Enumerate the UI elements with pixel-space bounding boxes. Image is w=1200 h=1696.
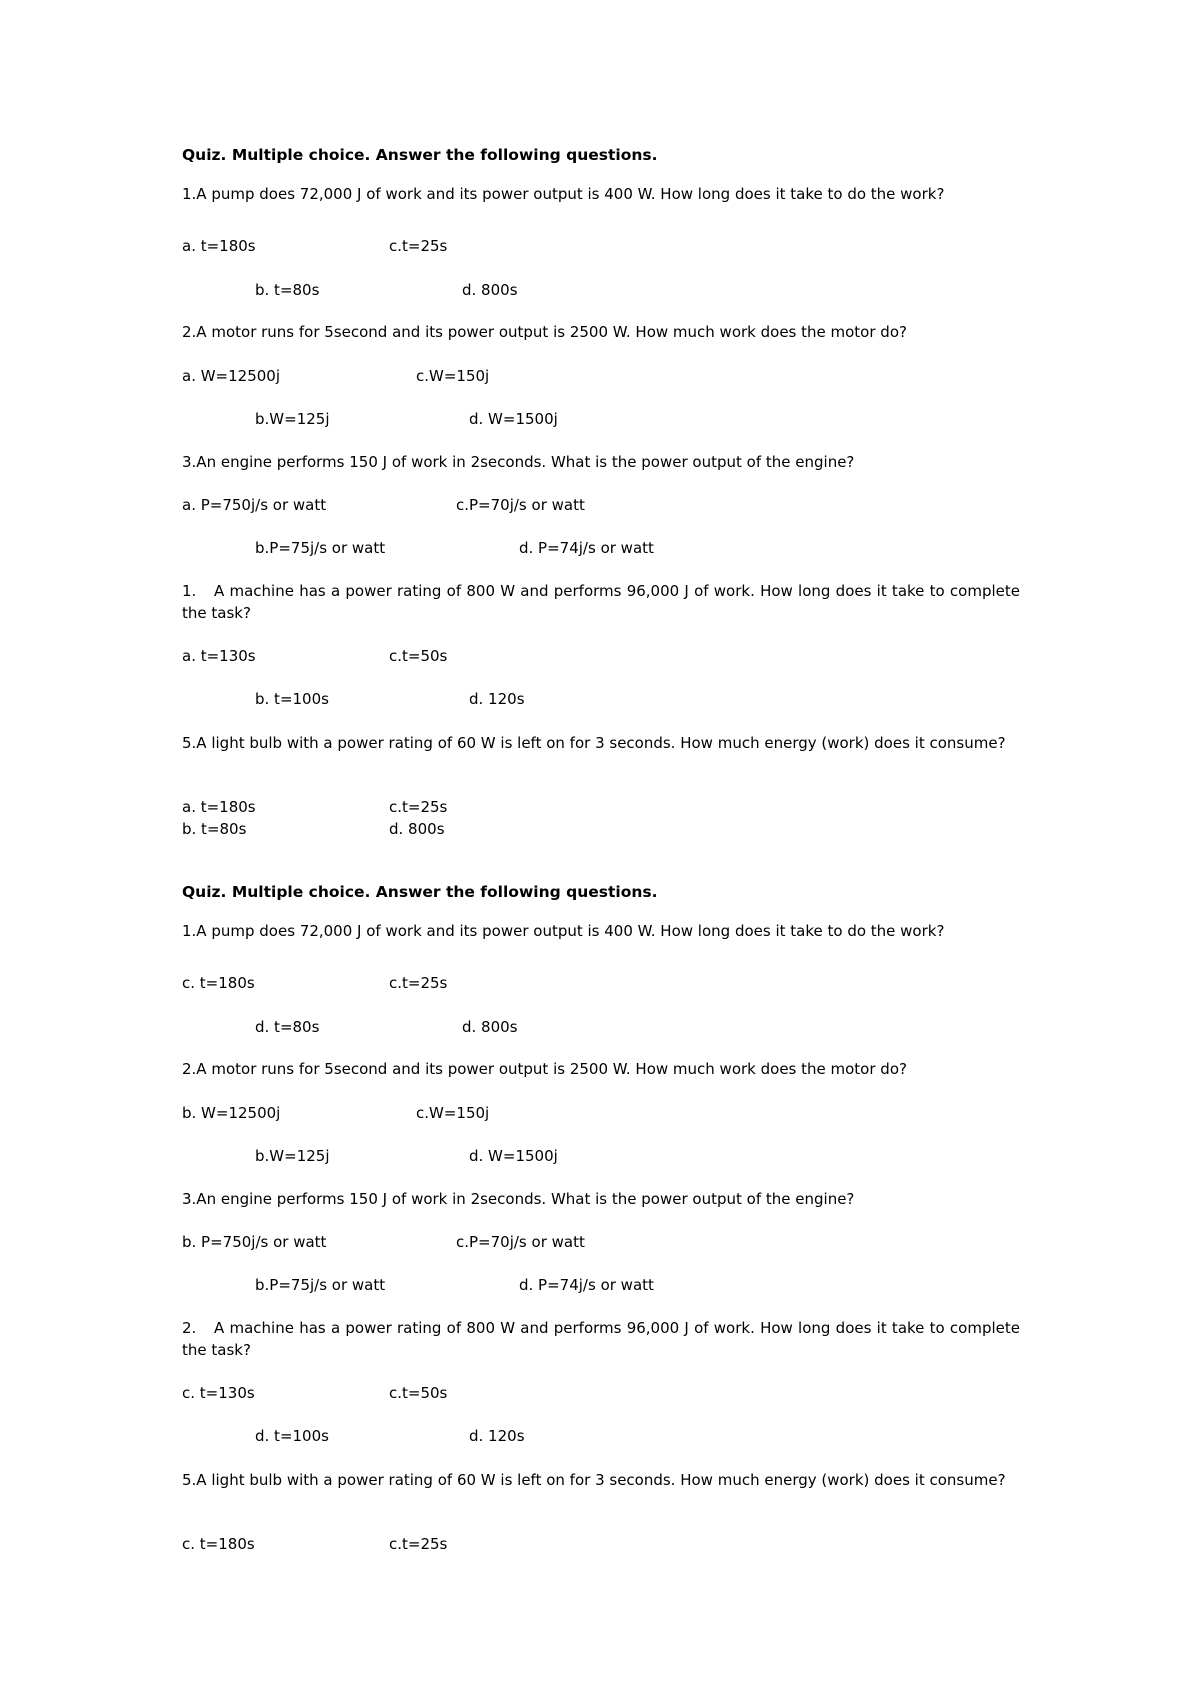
quiz-1-q5-option-d: d. 800s <box>389 820 445 838</box>
quiz-2-q5-option-a: c. t=180s <box>182 1535 255 1553</box>
quiz-1-q4-option-a: a. t=130s <box>182 647 256 665</box>
quiz-1-question-3: 3.An engine performs 150 J of work in 2seconds. What is the power output of the engine? <box>182 453 855 471</box>
quiz-2-question-4-text: A machine has a power rating of 800 W and performs 96,000 J of work. How long does it take to complete the task? <box>182 1319 1020 1359</box>
quiz-1-q4-option-d: d. 120s <box>469 690 525 708</box>
quiz-1-question-1: 1.A pump does 72,000 J of work and its power output is 400 W. How long does it take to do the work? <box>182 185 945 203</box>
quiz-1-q2-option-b: b.W=125j <box>255 410 330 428</box>
quiz-2-q3-option-c: c.P=70j/s or watt <box>456 1233 585 1251</box>
quiz-2-question-1: 1.A pump does 72,000 J of work and its power output is 400 W. How long does it take to do the work? <box>182 922 945 940</box>
quiz-2-q4-option-d: d. 120s <box>469 1427 525 1445</box>
quiz-1-q3-option-c: c.P=70j/s or watt <box>456 496 585 514</box>
quiz-1-q1-option-d: d. 800s <box>462 281 518 299</box>
quiz-1-q2-option-a: a. W=12500j <box>182 367 281 385</box>
quiz-2-q3-option-b: b.P=75j/s or watt <box>255 1276 386 1294</box>
quiz-1-q4-option-c: c.t=50s <box>389 647 448 665</box>
quiz-2-question-4 <box>182 1317 1020 1361</box>
quiz-2-q1-option-a: c. t=180s <box>182 974 255 992</box>
quiz-2-q1-option-b: d. t=80s <box>255 1018 320 1036</box>
quiz-1-q3-option-a: a. P=750j/s or watt <box>182 496 327 514</box>
quiz-1-q3-option-d: d. P=74j/s or watt <box>519 539 654 557</box>
quiz-2-q2-option-a: b. W=12500j <box>182 1104 281 1122</box>
quiz-1-question-2: 2.A motor runs for 5second and its power output is 2500 W. How much work does the motor do? <box>182 323 907 341</box>
quiz-2-q1-option-d: d. 800s <box>462 1018 518 1036</box>
quiz-2-q4-option-a: c. t=130s <box>182 1384 255 1402</box>
quiz-2-q1-option-c: c.t=25s <box>389 974 448 992</box>
quiz-2-q2-option-c: c.W=150j <box>416 1104 490 1122</box>
quiz-1-heading: Quiz. Multiple choice. Answer the following questions. <box>182 146 658 164</box>
quiz-1-question-4-number: 1. <box>182 582 197 600</box>
quiz-1-q5-option-a: a. t=180s <box>182 798 256 816</box>
quiz-1-question-5: 5.A light bulb with a power rating of 60 W is left on for 3 seconds. How much energy (work) does it consume? <box>182 734 1006 752</box>
quiz-2-q3-option-d: d. P=74j/s or watt <box>519 1276 654 1294</box>
quiz-2-q4-option-c: c.t=50s <box>389 1384 448 1402</box>
quiz-2-question-3: 3.An engine performs 150 J of work in 2seconds. What is the power output of the engine? <box>182 1190 855 1208</box>
quiz-2-q5-option-c: c.t=25s <box>389 1535 448 1553</box>
quiz-2-q4-option-b: d. t=100s <box>255 1427 329 1445</box>
quiz-1-q1-option-b: b. t=80s <box>255 281 320 299</box>
quiz-1-q1-option-a: a. t=180s <box>182 237 256 255</box>
quiz-1-q2-option-c: c.W=150j <box>416 367 490 385</box>
quiz-1-question-4-text: A machine has a power rating of 800 W and performs 96,000 J of work. How long does it take to complete the task? <box>182 582 1020 622</box>
quiz-2-q2-option-d: d. W=1500j <box>469 1147 558 1165</box>
quiz-2-q2-option-b: b.W=125j <box>255 1147 330 1165</box>
quiz-2-q3-option-a: b. P=750j/s or watt <box>182 1233 327 1251</box>
quiz-2-question-2: 2.A motor runs for 5second and its power output is 2500 W. How much work does the motor do? <box>182 1060 907 1078</box>
quiz-2-heading: Quiz. Multiple choice. Answer the following questions. <box>182 883 658 901</box>
quiz-1-q3-option-b: b.P=75j/s or watt <box>255 539 386 557</box>
quiz-1-q2-option-d: d. W=1500j <box>469 410 558 428</box>
quiz-1-question-4 <box>182 580 1020 624</box>
quiz-1-q4-option-b: b. t=100s <box>255 690 329 708</box>
quiz-1-q1-option-c: c.t=25s <box>389 237 448 255</box>
quiz-1-q5-option-c: c.t=25s <box>389 798 448 816</box>
quiz-2-question-5: 5.A light bulb with a power rating of 60 W is left on for 3 seconds. How much energy (work) does it consume? <box>182 1471 1006 1489</box>
quiz-1-q5-option-b: b. t=80s <box>182 820 247 838</box>
quiz-2-question-4-number: 2. <box>182 1319 197 1337</box>
